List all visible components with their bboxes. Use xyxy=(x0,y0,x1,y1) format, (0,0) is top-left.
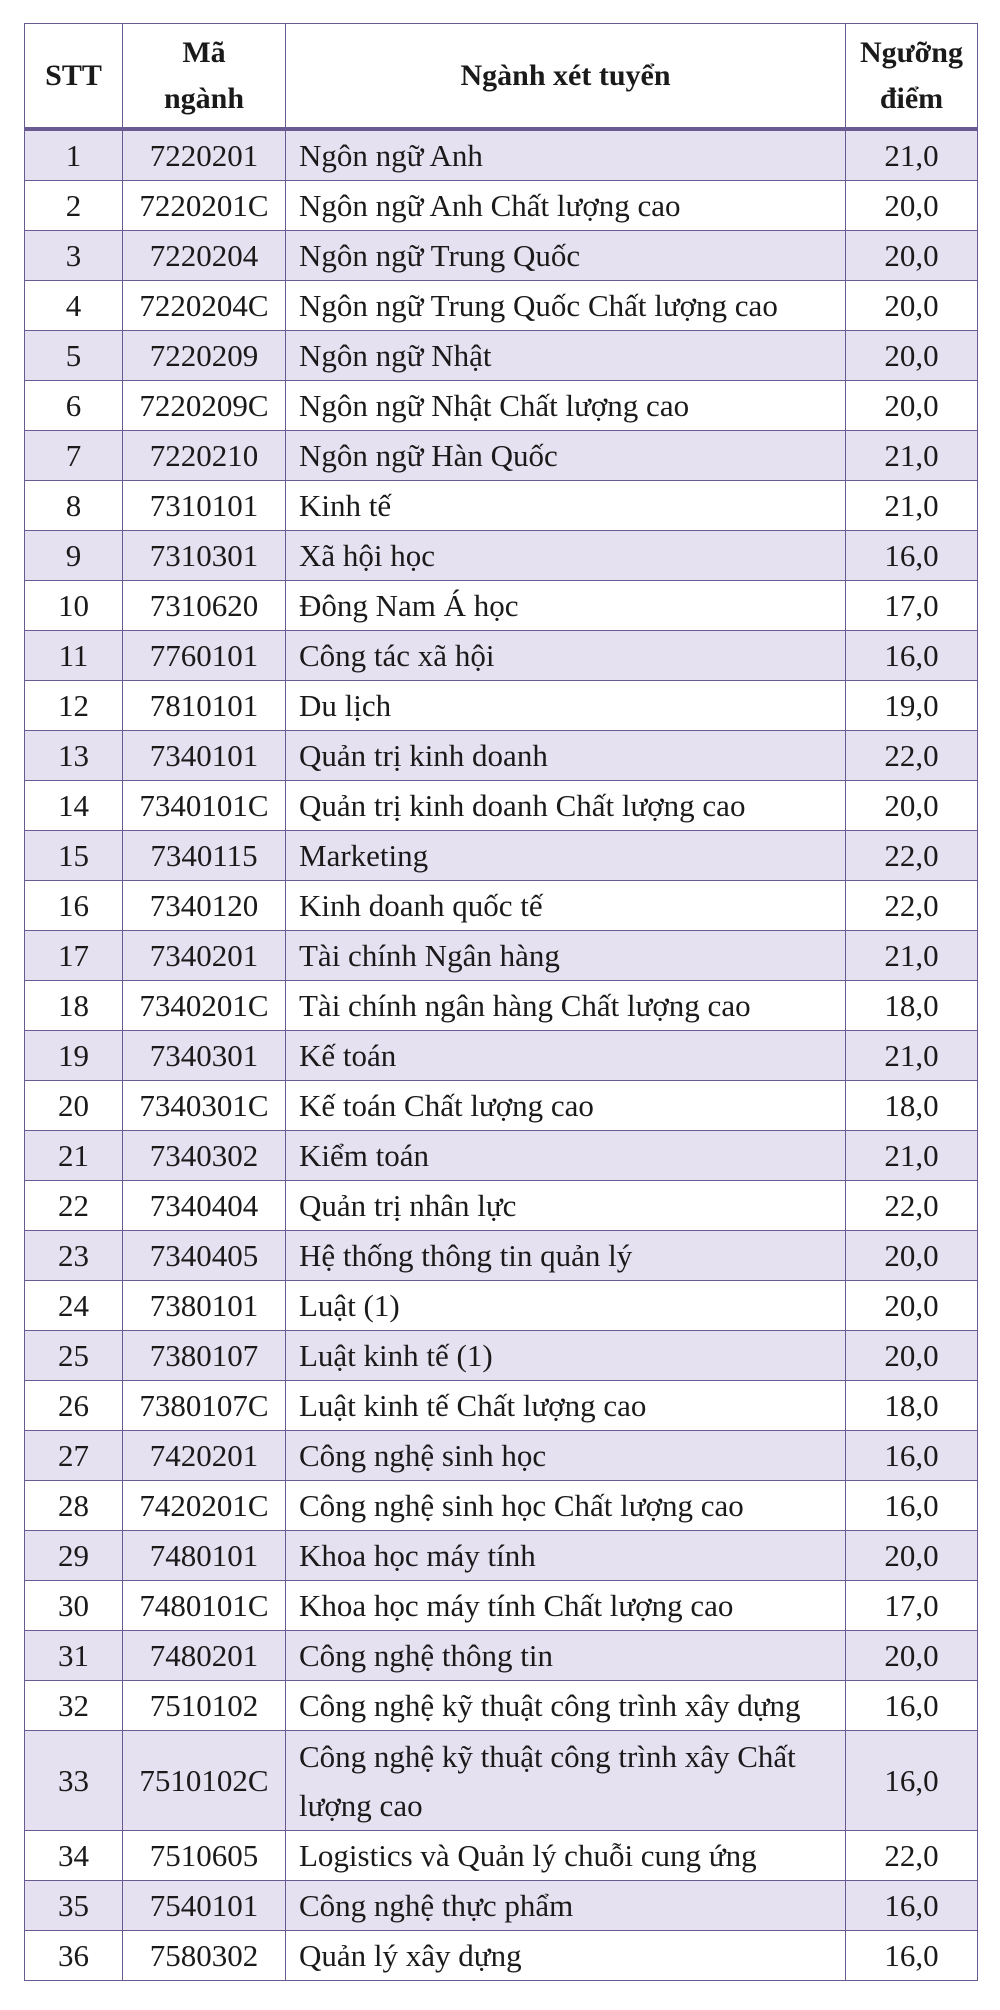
table-row xyxy=(25,1881,978,1931)
row-program-code-cell: 7810101 xyxy=(123,681,286,731)
row-program-code-cell: 7480201 xyxy=(123,1631,286,1681)
row-program-name-cell: Marketing xyxy=(286,831,846,881)
row-program-code-cell: 7340301 xyxy=(123,1031,286,1081)
row-threshold-score-cell: 18,0 xyxy=(846,1081,978,1131)
row-stt-cell: 4 xyxy=(25,281,123,331)
row-stt-cell: 12 xyxy=(25,681,123,731)
row-program-code-cell: 7340302 xyxy=(123,1131,286,1181)
row-stt-cell: 2 xyxy=(25,181,123,231)
table-row xyxy=(25,129,978,181)
row-program-name-cell: Quản trị kinh doanh xyxy=(286,731,846,781)
row-stt-cell: 22 xyxy=(25,1181,123,1231)
row-program-code-cell: 7310101 xyxy=(123,481,286,531)
row-threshold-score-cell: 20,0 xyxy=(846,1631,978,1681)
row-stt-cell: 6 xyxy=(25,381,123,431)
row-program-name-cell: Tài chính Ngân hàng xyxy=(286,931,846,981)
row-stt-cell: 19 xyxy=(25,1031,123,1081)
row-threshold-score-cell: 18,0 xyxy=(846,1381,978,1431)
row-stt-cell: 14 xyxy=(25,781,123,831)
row-threshold-score-cell: 20,0 xyxy=(846,781,978,831)
row-threshold-score-cell: 21,0 xyxy=(846,1131,978,1181)
row-program-name-cell: Kế toán xyxy=(286,1031,846,1081)
row-threshold-score-cell: 22,0 xyxy=(846,731,978,781)
row-stt-cell: 34 xyxy=(25,1831,123,1881)
table-row xyxy=(25,281,978,331)
row-stt-cell: 30 xyxy=(25,1581,123,1631)
row-program-code-cell: 7510102 xyxy=(123,1681,286,1731)
table-row xyxy=(25,831,978,881)
header-stt: STT xyxy=(25,24,123,130)
table-row xyxy=(25,381,978,431)
table-row xyxy=(25,681,978,731)
row-program-code-cell: 7380107 xyxy=(123,1331,286,1381)
row-program-name-cell: Công nghệ thông tin xyxy=(286,1631,846,1681)
header-program-code xyxy=(123,24,286,130)
row-program-name-cell: Du lịch xyxy=(286,681,846,731)
row-stt-cell: 16 xyxy=(25,881,123,931)
row-program-code-cell: 7380107C xyxy=(123,1381,286,1431)
row-stt-cell: 11 xyxy=(25,631,123,681)
row-threshold-score-cell: 22,0 xyxy=(846,1831,978,1881)
row-program-name-cell: Kinh tế xyxy=(286,481,846,531)
row-program-name-cell: Quản trị kinh doanh Chất lượng cao xyxy=(286,781,846,831)
row-threshold-score-cell: 21,0 xyxy=(846,931,978,981)
row-program-name-cell: Luật (1) xyxy=(286,1281,846,1331)
header-code-line2: ngành xyxy=(163,81,245,115)
table-row xyxy=(25,581,978,631)
row-program-code-cell: 7480101C xyxy=(123,1581,286,1631)
table-row xyxy=(25,1831,978,1881)
row-threshold-score-cell: 17,0 xyxy=(846,1581,978,1631)
row-threshold-score-cell: 20,0 xyxy=(846,381,978,431)
row-program-name-cell: Ngôn ngữ Nhật xyxy=(286,331,846,381)
table-row xyxy=(25,1631,978,1681)
row-program-name-cell: Đông Nam Á học xyxy=(286,581,846,631)
table-row xyxy=(25,731,978,781)
row-program-name-cell: Kinh doanh quốc tế xyxy=(286,881,846,931)
row-program-name-cell: Ngôn ngữ Hàn Quốc xyxy=(286,431,846,481)
row-program-name-cell: Hệ thống thông tin quản lý xyxy=(286,1231,846,1281)
row-threshold-score-cell: 22,0 xyxy=(846,831,978,881)
row-stt-cell: 29 xyxy=(25,1531,123,1581)
row-threshold-score-cell: 16,0 xyxy=(846,1481,978,1531)
row-stt-cell: 32 xyxy=(25,1681,123,1731)
row-threshold-score-cell: 17,0 xyxy=(846,581,978,631)
table-row xyxy=(25,1531,978,1581)
table-row xyxy=(25,1381,978,1431)
row-program-code-cell: 7340201C xyxy=(123,981,286,1031)
row-threshold-score-cell: 16,0 xyxy=(846,1881,978,1931)
row-program-code-cell: 7220201 xyxy=(123,129,286,181)
row-program-code-cell: 7510102C xyxy=(123,1731,286,1831)
row-program-code-cell: 7340301C xyxy=(123,1081,286,1131)
row-threshold-score-cell: 20,0 xyxy=(846,1281,978,1331)
row-program-name-cell: Công nghệ kỹ thuật công trình xây dựng xyxy=(286,1681,846,1731)
row-program-code-cell: 7340201 xyxy=(123,931,286,981)
header-code-line1: Mã xyxy=(182,35,226,69)
table-row xyxy=(25,1331,978,1381)
table-header xyxy=(25,24,978,130)
table-row xyxy=(25,881,978,931)
table-row xyxy=(25,1131,978,1181)
row-program-code-cell: 7580302 xyxy=(123,1931,286,1981)
row-program-name-cell: Luật kinh tế Chất lượng cao xyxy=(286,1381,846,1431)
admission-threshold-table xyxy=(24,23,978,1981)
row-stt-cell: 20 xyxy=(25,1081,123,1131)
row-program-code-cell: 7510605 xyxy=(123,1831,286,1881)
row-threshold-score-cell: 19,0 xyxy=(846,681,978,731)
table-row xyxy=(25,1231,978,1281)
row-program-code-cell: 7220210 xyxy=(123,431,286,481)
row-stt-cell: 26 xyxy=(25,1381,123,1431)
row-threshold-score-cell: 20,0 xyxy=(846,1231,978,1281)
row-threshold-score-cell: 21,0 xyxy=(846,129,978,181)
table-row xyxy=(25,1281,978,1331)
row-program-code-cell: 7340101 xyxy=(123,731,286,781)
row-program-code-cell: 7340120 xyxy=(123,881,286,931)
row-stt-cell: 24 xyxy=(25,1281,123,1331)
row-stt-cell: 5 xyxy=(25,331,123,381)
table-row xyxy=(25,181,978,231)
row-threshold-score-cell: 18,0 xyxy=(846,981,978,1031)
row-program-name-cell: Công nghệ sinh học Chất lượng cao xyxy=(286,1481,846,1531)
row-threshold-score-cell: 16,0 xyxy=(846,1931,978,1981)
row-program-code-cell: 7310301 xyxy=(123,531,286,581)
row-program-name-cell: Công nghệ kỹ thuật công trình xây Chất lượng cao xyxy=(286,1731,846,1831)
row-program-name-cell: Ngôn ngữ Trung Quốc Chất lượng cao xyxy=(286,281,846,331)
row-program-name-cell: Ngôn ngữ Anh xyxy=(286,129,846,181)
row-stt-cell: 21 xyxy=(25,1131,123,1181)
row-program-code-cell: 7340115 xyxy=(123,831,286,881)
row-program-name-cell: Công tác xã hội xyxy=(286,631,846,681)
row-program-name-cell: Xã hội học xyxy=(286,531,846,581)
row-threshold-score-cell: 22,0 xyxy=(846,881,978,931)
row-program-code-cell: 7220209 xyxy=(123,331,286,381)
row-program-name-cell: Khoa học máy tính xyxy=(286,1531,846,1581)
row-program-code-cell: 7220204C xyxy=(123,281,286,331)
header-score-line2: điểm xyxy=(879,81,944,115)
table-row xyxy=(25,1431,978,1481)
row-program-code-cell: 7380101 xyxy=(123,1281,286,1331)
row-stt-cell: 31 xyxy=(25,1631,123,1681)
row-program-name-cell: Công nghệ thực phẩm xyxy=(286,1881,846,1931)
row-program-name-cell: Ngôn ngữ Nhật Chất lượng cao xyxy=(286,381,846,431)
table-row xyxy=(25,931,978,981)
row-stt-cell: 3 xyxy=(25,231,123,281)
row-stt-cell: 13 xyxy=(25,731,123,781)
table-body xyxy=(25,129,978,1981)
row-stt-cell: 1 xyxy=(25,129,123,181)
row-stt-cell: 10 xyxy=(25,581,123,631)
table-row xyxy=(25,1031,978,1081)
row-program-code-cell: 7220209C xyxy=(123,381,286,431)
row-threshold-score-cell: 16,0 xyxy=(846,631,978,681)
row-stt-cell: 33 xyxy=(25,1731,123,1831)
row-stt-cell: 9 xyxy=(25,531,123,581)
table-row xyxy=(25,231,978,281)
table-row xyxy=(25,531,978,581)
row-program-name-cell: Khoa học máy tính Chất lượng cao xyxy=(286,1581,846,1631)
row-threshold-score-cell: 16,0 xyxy=(846,1731,978,1831)
row-program-code-cell: 7760101 xyxy=(123,631,286,681)
row-program-code-cell: 7340404 xyxy=(123,1181,286,1231)
row-threshold-score-cell: 16,0 xyxy=(846,531,978,581)
row-program-code-cell: 7480101 xyxy=(123,1531,286,1581)
row-threshold-score-cell: 16,0 xyxy=(846,1681,978,1731)
table-row xyxy=(25,431,978,481)
row-stt-cell: 23 xyxy=(25,1231,123,1281)
row-program-name-cell: Ngôn ngữ Anh Chất lượng cao xyxy=(286,181,846,231)
admission-threshold-table-container xyxy=(24,23,977,1981)
row-program-code-cell: 7420201 xyxy=(123,1431,286,1481)
row-threshold-score-cell: 20,0 xyxy=(846,231,978,281)
header-row xyxy=(25,24,978,130)
row-stt-cell: 25 xyxy=(25,1331,123,1381)
row-threshold-score-cell: 22,0 xyxy=(846,1181,978,1231)
row-program-code-cell: 7540101 xyxy=(123,1881,286,1931)
row-threshold-score-cell: 21,0 xyxy=(846,431,978,481)
table-row xyxy=(25,1681,978,1731)
row-program-code-cell: 7220204 xyxy=(123,231,286,281)
header-threshold-score xyxy=(846,24,978,130)
row-program-name-cell: Quản trị nhân lực xyxy=(286,1181,846,1231)
table-row xyxy=(25,1581,978,1631)
row-threshold-score-cell: 20,0 xyxy=(846,281,978,331)
table-row xyxy=(25,1481,978,1531)
row-program-code-cell: 7310620 xyxy=(123,581,286,631)
table-row xyxy=(25,981,978,1031)
row-program-code-cell: 7220201C xyxy=(123,181,286,231)
row-threshold-score-cell: 20,0 xyxy=(846,181,978,231)
table-row xyxy=(25,1931,978,1981)
header-score-line1: Ngưỡng xyxy=(860,35,963,69)
row-stt-cell: 28 xyxy=(25,1481,123,1531)
table-row xyxy=(25,1731,978,1831)
row-program-name-cell: Quản lý xây dựng xyxy=(286,1931,846,1981)
row-program-code-cell: 7340101C xyxy=(123,781,286,831)
row-program-name-cell: Ngôn ngữ Trung Quốc xyxy=(286,231,846,281)
row-threshold-score-cell: 20,0 xyxy=(846,331,978,381)
table-row xyxy=(25,781,978,831)
row-threshold-score-cell: 20,0 xyxy=(846,1531,978,1581)
header-program-name: Ngành xét tuyển xyxy=(286,24,846,130)
row-stt-cell: 18 xyxy=(25,981,123,1031)
row-program-name-cell: Luật kinh tế (1) xyxy=(286,1331,846,1381)
row-stt-cell: 15 xyxy=(25,831,123,881)
table-row xyxy=(25,331,978,381)
row-program-code-cell: 7420201C xyxy=(123,1481,286,1531)
row-stt-cell: 35 xyxy=(25,1881,123,1931)
row-program-name-cell: Logistics và Quản lý chuỗi cung ứng xyxy=(286,1831,846,1881)
row-threshold-score-cell: 21,0 xyxy=(846,481,978,531)
row-threshold-score-cell: 20,0 xyxy=(846,1331,978,1381)
table-row xyxy=(25,631,978,681)
row-stt-cell: 17 xyxy=(25,931,123,981)
row-program-name-cell: Kế toán Chất lượng cao xyxy=(286,1081,846,1131)
table-row xyxy=(25,1081,978,1131)
row-program-code-cell: 7340405 xyxy=(123,1231,286,1281)
row-program-name-cell: Tài chính ngân hàng Chất lượng cao xyxy=(286,981,846,1031)
row-stt-cell: 7 xyxy=(25,431,123,481)
row-program-name-cell: Kiểm toán xyxy=(286,1131,846,1181)
table-row xyxy=(25,481,978,531)
row-stt-cell: 27 xyxy=(25,1431,123,1481)
row-threshold-score-cell: 21,0 xyxy=(846,1031,978,1081)
row-stt-cell: 36 xyxy=(25,1931,123,1981)
row-stt-cell: 8 xyxy=(25,481,123,531)
row-program-name-cell: Công nghệ sinh học xyxy=(286,1431,846,1481)
row-threshold-score-cell: 16,0 xyxy=(846,1431,978,1481)
table-row xyxy=(25,1181,978,1231)
